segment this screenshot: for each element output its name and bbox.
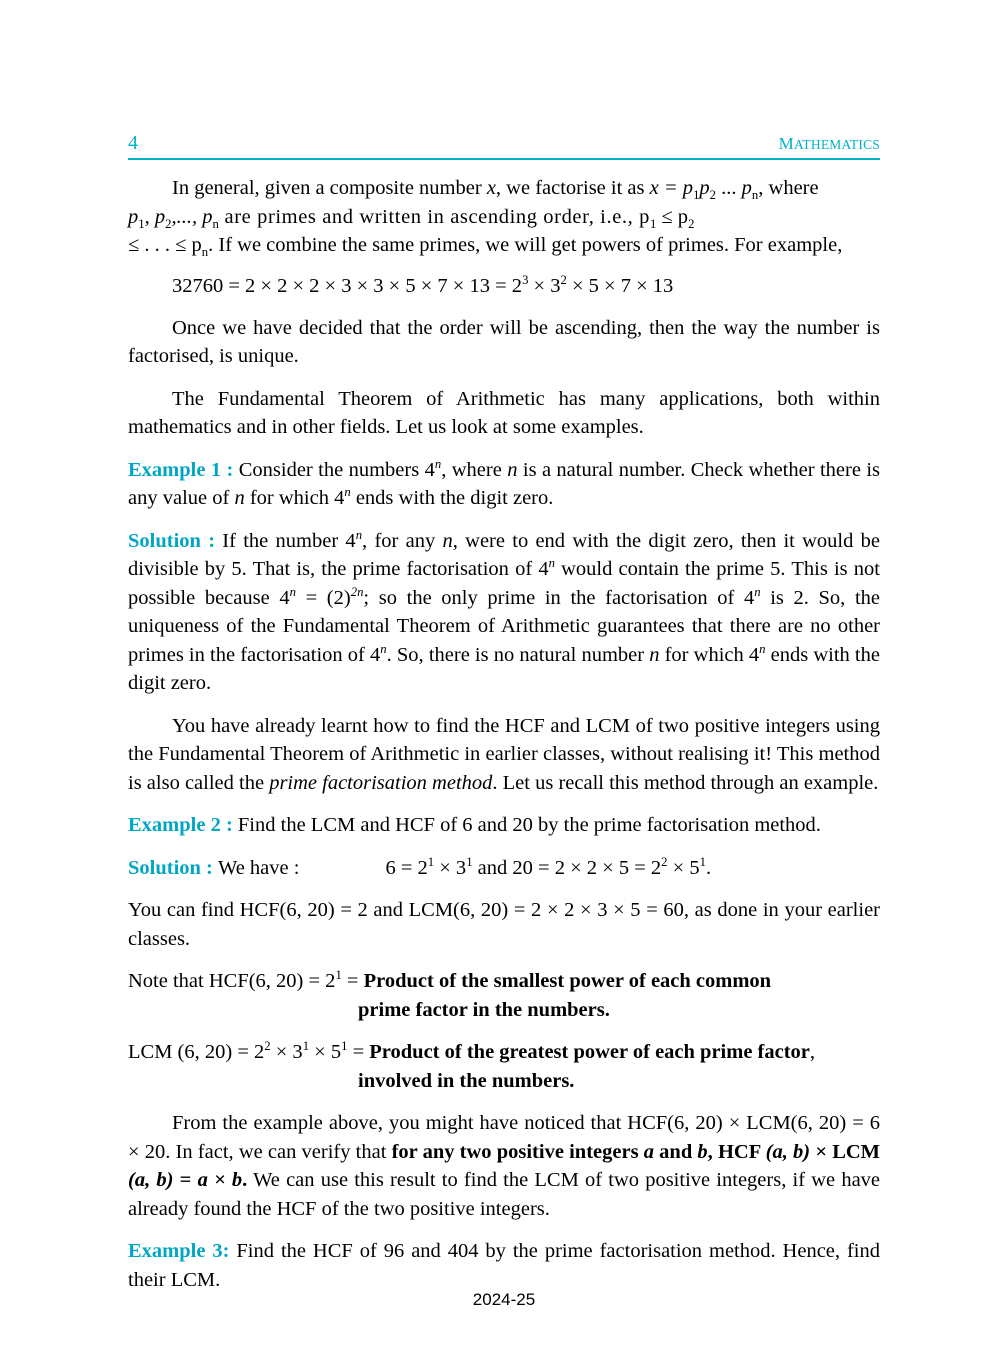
solution-1: Solution : If the number 4$^n$, for any n, were to end with the digit zero, then it would be divisible by 5. That is, the prime factorisation of 4$^n$ would contain the prime 5. This is not possible because $4^n = (2)^{2n}$; so the only prime in the factorisation of 4$^n$ is 2. So, the uniqueness of the Fundamental Theorem of Arithmetic guarantees that there are no other primes in the factorisation of 4$^n$. So, there is no natural number n for which 4$^n$ ends with the digit zero. [128, 527, 880, 694]
solution-1-label: Solution : [128, 529, 223, 552]
solution-2: Solution : We have : $6 = 2^1 \times 3^1$ and $20 = 2 \times 2 \times 5 = 2^2 \times 5^1$. [128, 854, 712, 879]
paragraph-hcf-lcm-intro: You have already learnt how to find the HCF and LCM of two positive integers using the Fundamental Theorem of Arithmetic in earlier classes, without realising it! This method is also called the prime factorisation method. Let us recall this method through an example. [128, 714, 880, 794]
example-1: Example 1 : Consider the numbers 4$^n$, where n is a natural number. Check whether there is any value of n for which 4$^n$ ends with the digit zero. [128, 456, 880, 509]
paragraph-hcf-lcm-product: From the example above, you might have noticed that HCF(6, 20) × LCM(6, 20) = 6 × 20. In fact, we can verify that for any two positive integers a and b, HCF (a, b) × LCM (a, b) = a × b. We can use this result to find the LCM of two positive integers, if we have already found the HCF of the two positive integers. [128, 1112, 881, 1220]
example-3: Example 3: Find the HCF of 96 and 404 by the prime factorisation method. Hence, find their LCM. [128, 1240, 880, 1291]
solution-2-label: Solution : [128, 856, 218, 879]
page-header [128, 132, 880, 155]
example-2: Example 2 : Find the LCM and HCF of 6 and 20 by the prime factorisation method. [128, 814, 821, 836]
example-2-label: Example 2 : [128, 814, 238, 836]
page-content [128, 132, 880, 1294]
page-footer: 2024-25 [472, 1290, 536, 1309]
note-hcf: Note that HCF(6, $20) = 2^1$ = Product of the smallest power of each common prime factor in the numbers. [128, 967, 880, 1024]
note-hcf-line2: prime factor in the numbers. [358, 998, 610, 1021]
equation-32760: $32760 = 2 \times 2 \times 2 \times 3 \times 3 \times 5 \times 7 \times 13 = 2^3 \times 3^2 \times 5 \times 7 \times 13$ [172, 272, 674, 297]
paragraph-unique-factorisation: Once we have decided that the order will be ascending, then the way the number is factorised, is unique. [128, 316, 880, 367]
note-lcm: LCM (6, $20) = 2^2 \times 3^1 \times 5^1$ = Product of the greatest power of each prime factor, involved in the numbers. [128, 1038, 880, 1095]
page-number: 4 [128, 132, 138, 154]
example-1-label: Example 1 : [128, 458, 239, 481]
paragraph-general-composite: In general, given a composite number x, we factorise it as $x = p_1p_2$ ... $p_n$, where $p_1$, $p_2$,..., $p_n$ are primes and written in ascending order, i.e., $p_1 \le p_2$ ≤ . . . ≤ $p_n$. If we combine the same primes, we will get powers of primes. For example, [128, 177, 843, 260]
paragraph-find-hcf-lcm: You can find HCF(6, 20) = 2 and LCM(6, 20) = 2 × 2 × 3 × 5 = 60, as done in your earlier classes. [128, 899, 880, 950]
header-title: MATHEMATICS [778, 134, 880, 153]
paragraph-applications: The Fundamental Theorem of Arithmetic has many applications, both within mathematics and in other fields. Let us look at some examples. [128, 387, 880, 438]
note-lcm-line2: involved in the numbers. [358, 1069, 575, 1092]
example-3-label: Example 3: [128, 1240, 237, 1262]
header-rule [128, 158, 880, 160]
